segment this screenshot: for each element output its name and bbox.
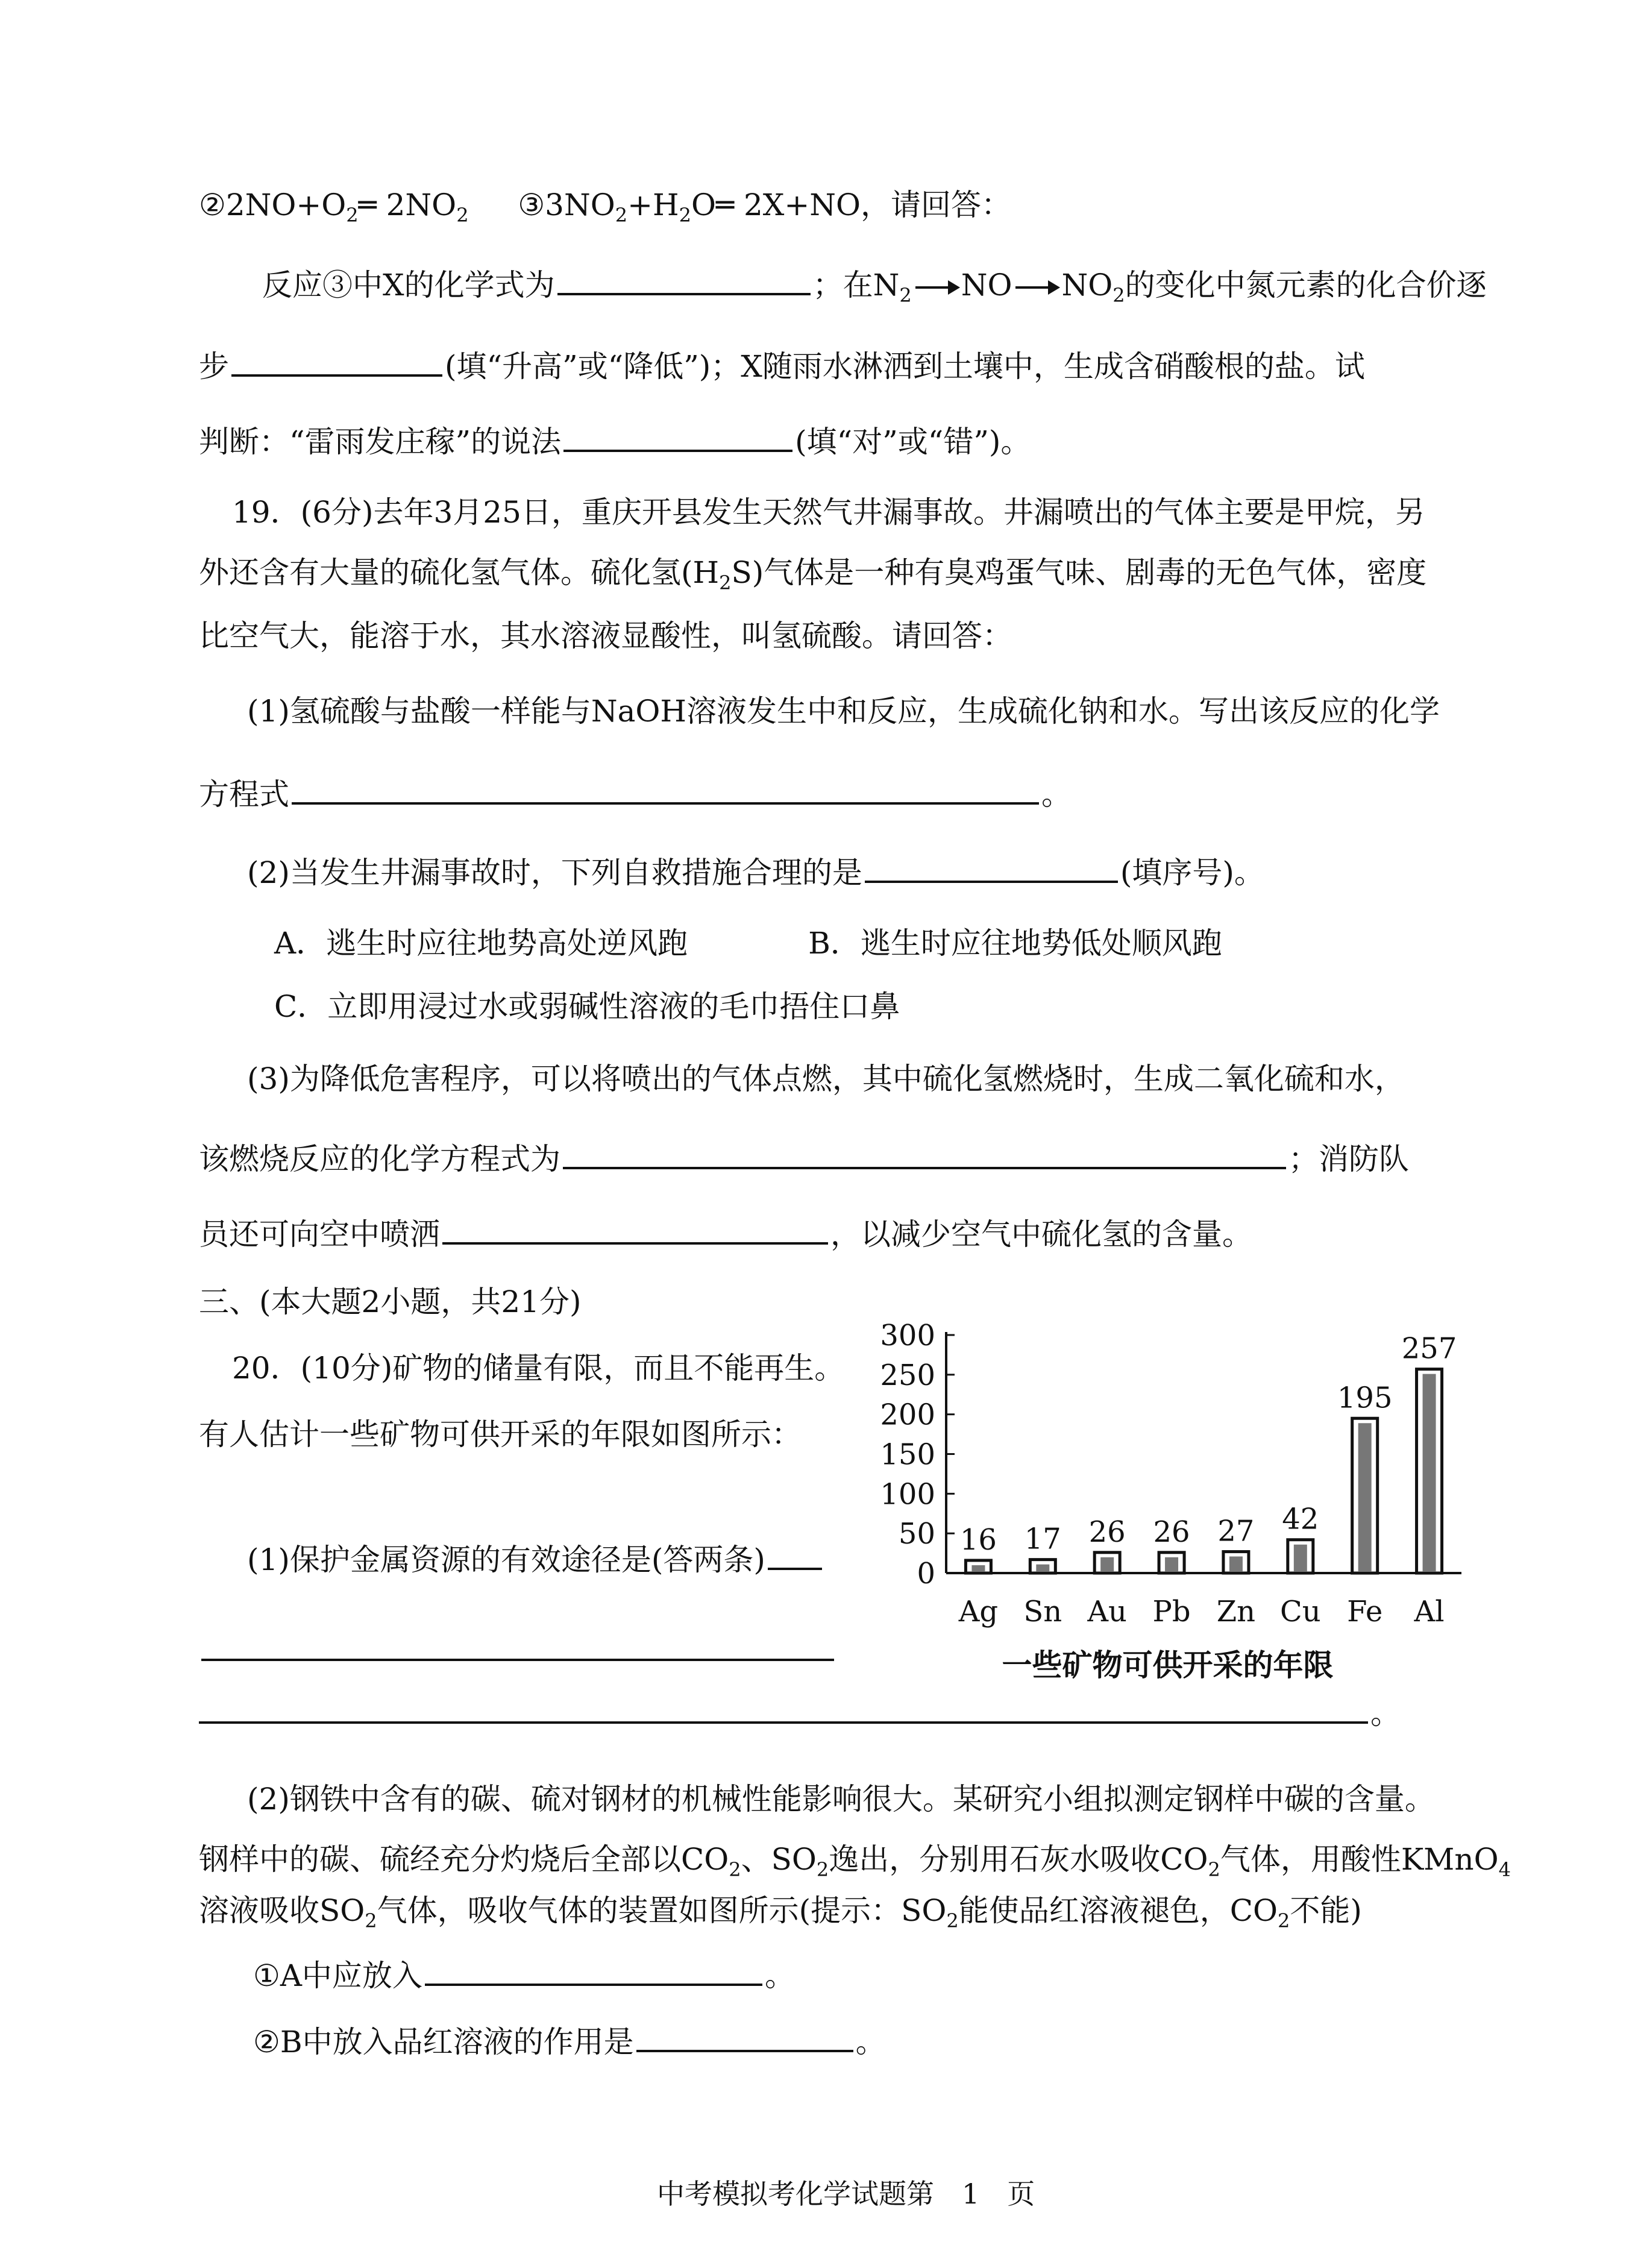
subscript: 2 — [365, 1909, 377, 1932]
question-text: 逸出，分别用石灰水吸收CO — [829, 1842, 1208, 1877]
subscript: 2 — [816, 1858, 829, 1881]
bar-fill-ag — [971, 1565, 985, 1572]
question-18-line — [199, 347, 1365, 385]
subscript: 2 — [899, 284, 912, 307]
section-heading: 三、(本大题2小题，共21分) — [199, 1284, 582, 1319]
question-text: NO — [961, 268, 1012, 303]
subscript: 2 — [1208, 1858, 1220, 1881]
question-text: 员还可向空中喷洒 — [199, 1217, 440, 1252]
x-tick-label: Sn — [1023, 1595, 1062, 1629]
question-text: ；在N — [812, 268, 900, 303]
question-text: (填序号)。 — [1120, 855, 1264, 890]
mineral-years-bar-chart — [844, 1308, 1495, 1694]
reaction-line — [199, 187, 1011, 227]
bar-value-label: 16 — [959, 1522, 997, 1557]
question-19-part-3 — [199, 1214, 1252, 1252]
bar-fill-au — [1100, 1557, 1114, 1572]
answer-blank-choice[interactable] — [865, 853, 1118, 883]
answer-blank-a[interactable] — [425, 1956, 762, 1986]
question-19-stem: 比空气大，能溶于水，其水溶液显酸性，叫氢硫酸。请回答： — [199, 618, 1012, 653]
x-tick-label: Au — [1087, 1595, 1127, 1629]
x-tick-label: Ag — [958, 1595, 999, 1629]
choice-row — [274, 925, 1222, 961]
bar-fill-al — [1423, 1374, 1436, 1572]
question-text: 步 — [199, 349, 229, 384]
question-20-part-2: (2)钢铁中含有的碳、硫对钢材的机械性能影响很大。某研究小组拟测定钢样中碳的含量。 — [247, 1782, 1435, 1817]
subscript: 2 — [1277, 1909, 1290, 1932]
question-text: S)气体是一种有臭鸡蛋气味、剧毒的无色气体，密度 — [731, 555, 1427, 590]
bar-value-label: 257 — [1401, 1331, 1457, 1366]
question-19-part-3 — [199, 1139, 1409, 1177]
subscript: 2 — [719, 571, 732, 594]
subscript: 2 — [346, 204, 359, 227]
question-text: 反应③中X的化学式为 — [262, 268, 555, 303]
subscript: 2 — [946, 1909, 959, 1932]
bar-value-label: 27 — [1217, 1514, 1255, 1548]
x-tick-label: Zn — [1216, 1595, 1256, 1629]
answer-blank-equation-2[interactable] — [563, 1139, 1286, 1169]
question-text: (填“对”或“错”)。 — [795, 424, 1031, 459]
question-text: 、SO — [741, 1842, 817, 1877]
question-text: 的变化中氮元素的化合价逐 — [1125, 268, 1487, 303]
choice-row — [274, 988, 900, 1025]
question-text: ②B中放入品红溶液的作用是 — [253, 2025, 634, 2059]
question-text: 方程式 — [199, 777, 289, 812]
bar-value-label: 17 — [1024, 1522, 1061, 1556]
question-text: 。 — [1041, 777, 1072, 812]
question-20-stem: 20．(10分)矿物的储量有限，而且不能再生。 — [232, 1351, 845, 1386]
question-text: 判断：“雷雨发庄稼”的说法 — [199, 424, 562, 459]
question-text: ，以减少空气中硫化氢的含量。 — [830, 1217, 1252, 1252]
bar-fill-zn — [1229, 1556, 1243, 1572]
reaction-2-part: ②2NO+O — [199, 187, 347, 222]
question-19-stem: 19．(6分)去年3月25日，重庆开县发生天然气井漏事故。井漏喷出的气体主要是甲烷，另 — [232, 495, 1425, 530]
reaction-3-part: O═ 2X+NO，请回答： — [691, 187, 1011, 222]
subscript: 4 — [1498, 1858, 1511, 1881]
question-text: 能使品红溶液褪色，CO — [958, 1893, 1278, 1928]
arrow-icon — [915, 286, 958, 289]
question-text: ①A中应放入 — [253, 1958, 422, 1993]
question-text: (填“升高”或“降低”)；X随雨水淋洒到土壤中，生成含硝酸根的盐。试 — [445, 349, 1365, 384]
answer-blank-equation-1[interactable] — [292, 774, 1039, 805]
subscript: 2 — [456, 204, 469, 227]
choice-c[interactable]: C．立即用浸过水或弱碱性溶液的毛巾捂住口鼻 — [274, 989, 900, 1024]
question-20-part-2 — [253, 1956, 795, 1994]
question-text: 外还含有大量的硫化氢气体。硫化氢(H — [199, 555, 720, 590]
question-text: ；消防队 — [1288, 1142, 1409, 1176]
subscript: 2 — [615, 204, 628, 227]
answer-blank-spray[interactable] — [442, 1214, 828, 1245]
bar-value-label: 195 — [1337, 1381, 1393, 1415]
page-footer: 中考模拟考化学试题第 1 页 — [657, 2178, 1035, 2210]
x-tick-label: Al — [1414, 1595, 1445, 1629]
bar-fill-pb — [1165, 1557, 1178, 1572]
question-text: 气体，吸收气体的装置如图所示(提示：SO — [377, 1893, 947, 1928]
answer-blank-b[interactable] — [636, 2022, 853, 2052]
chart-title: 一些矿物可供开采的年限 — [1002, 1647, 1334, 1683]
bar-value-label: 26 — [1088, 1515, 1126, 1549]
question-18-line — [199, 422, 1031, 460]
question-text: (2)当发生井漏事故时，下列自救措施合理的是 — [247, 855, 862, 890]
bar-value-label: 26 — [1153, 1515, 1190, 1549]
reaction-2-part: ═ 2NO — [358, 187, 457, 222]
question-19-part-1: (1)氢硫酸与盐酸一样能与NaOH溶液发生中和反应，生成硫化钠和水。写出该反应的化学 — [247, 694, 1440, 729]
question-text: 。 — [855, 2025, 886, 2059]
question-20-part-2 — [199, 1841, 1511, 1881]
answer-blank-x-formula[interactable] — [557, 265, 811, 295]
answer-blank-protect-3[interactable] — [199, 1694, 1368, 1724]
arrow-icon — [1015, 286, 1058, 289]
question-20-part-1 — [199, 1694, 1401, 1732]
answer-blank-protect-1[interactable] — [768, 1540, 822, 1570]
y-tick-label: 50 — [898, 1517, 935, 1551]
choice-b[interactable]: B．逃生时应往地势低处顺风跑 — [808, 926, 1222, 961]
question-text: NO — [1061, 268, 1113, 303]
subscript: 2 — [679, 204, 691, 227]
y-tick-label: 250 — [880, 1358, 935, 1392]
answer-blank-judgement[interactable] — [563, 422, 792, 452]
question-20-part-1 — [247, 1540, 824, 1578]
question-text: 溶液吸收SO — [199, 1893, 365, 1928]
question-text: 该燃烧反应的化学方程式为 — [199, 1142, 560, 1176]
reaction-3-part: ③3NO — [518, 187, 615, 222]
question-19-part-1 — [199, 774, 1072, 812]
x-tick-label: Pb — [1152, 1595, 1191, 1629]
y-tick-label: 300 — [880, 1319, 935, 1352]
bar-fill-sn — [1036, 1565, 1049, 1572]
question-text: 不能) — [1290, 1893, 1362, 1928]
x-tick-label: Cu — [1279, 1595, 1321, 1629]
choice-a[interactable]: A．逃生时应往地势高处逆风跑 — [274, 926, 688, 961]
bar-fill-fe — [1358, 1423, 1372, 1572]
question-19-stem — [199, 554, 1426, 594]
y-tick-label: 0 — [917, 1557, 935, 1591]
question-text: 气体，用酸性KMnO — [1220, 1842, 1499, 1877]
question-text: (1)保护金属资源的有效途径是(答两条) — [247, 1542, 765, 1577]
x-tick-label: Fe — [1347, 1595, 1383, 1629]
question-18-line — [262, 265, 1487, 307]
answer-blank-valence[interactable] — [231, 347, 442, 377]
question-text: 。 — [1370, 1696, 1401, 1731]
subscript: 2 — [1112, 284, 1125, 307]
question-20-stem: 有人估计一些矿物可供开采的年限如图所示： — [199, 1417, 802, 1452]
bar-fill-cu — [1294, 1545, 1307, 1572]
subscript: 2 — [729, 1858, 741, 1881]
reaction-3-part: +H — [627, 187, 679, 222]
question-19-part-2 — [247, 853, 1264, 891]
y-tick-label: 200 — [880, 1398, 935, 1432]
bar-value-label: 42 — [1282, 1502, 1319, 1536]
question-20-part-2 — [253, 2022, 886, 2060]
y-tick-label: 150 — [880, 1437, 935, 1472]
question-19-part-3: (3)为降低危害程序，可以将喷出的气体点燃，其中硫化氢燃烧时，生成二氧化硫和水， — [247, 1061, 1405, 1096]
y-tick-label: 100 — [880, 1477, 935, 1512]
question-text: 。 — [764, 1958, 795, 1993]
question-text: 钢样中的碳、硫经充分灼烧后全部以CO — [199, 1842, 729, 1877]
answer-blank-protect-2[interactable] — [201, 1631, 834, 1661]
question-20-part-2 — [199, 1893, 1362, 1932]
